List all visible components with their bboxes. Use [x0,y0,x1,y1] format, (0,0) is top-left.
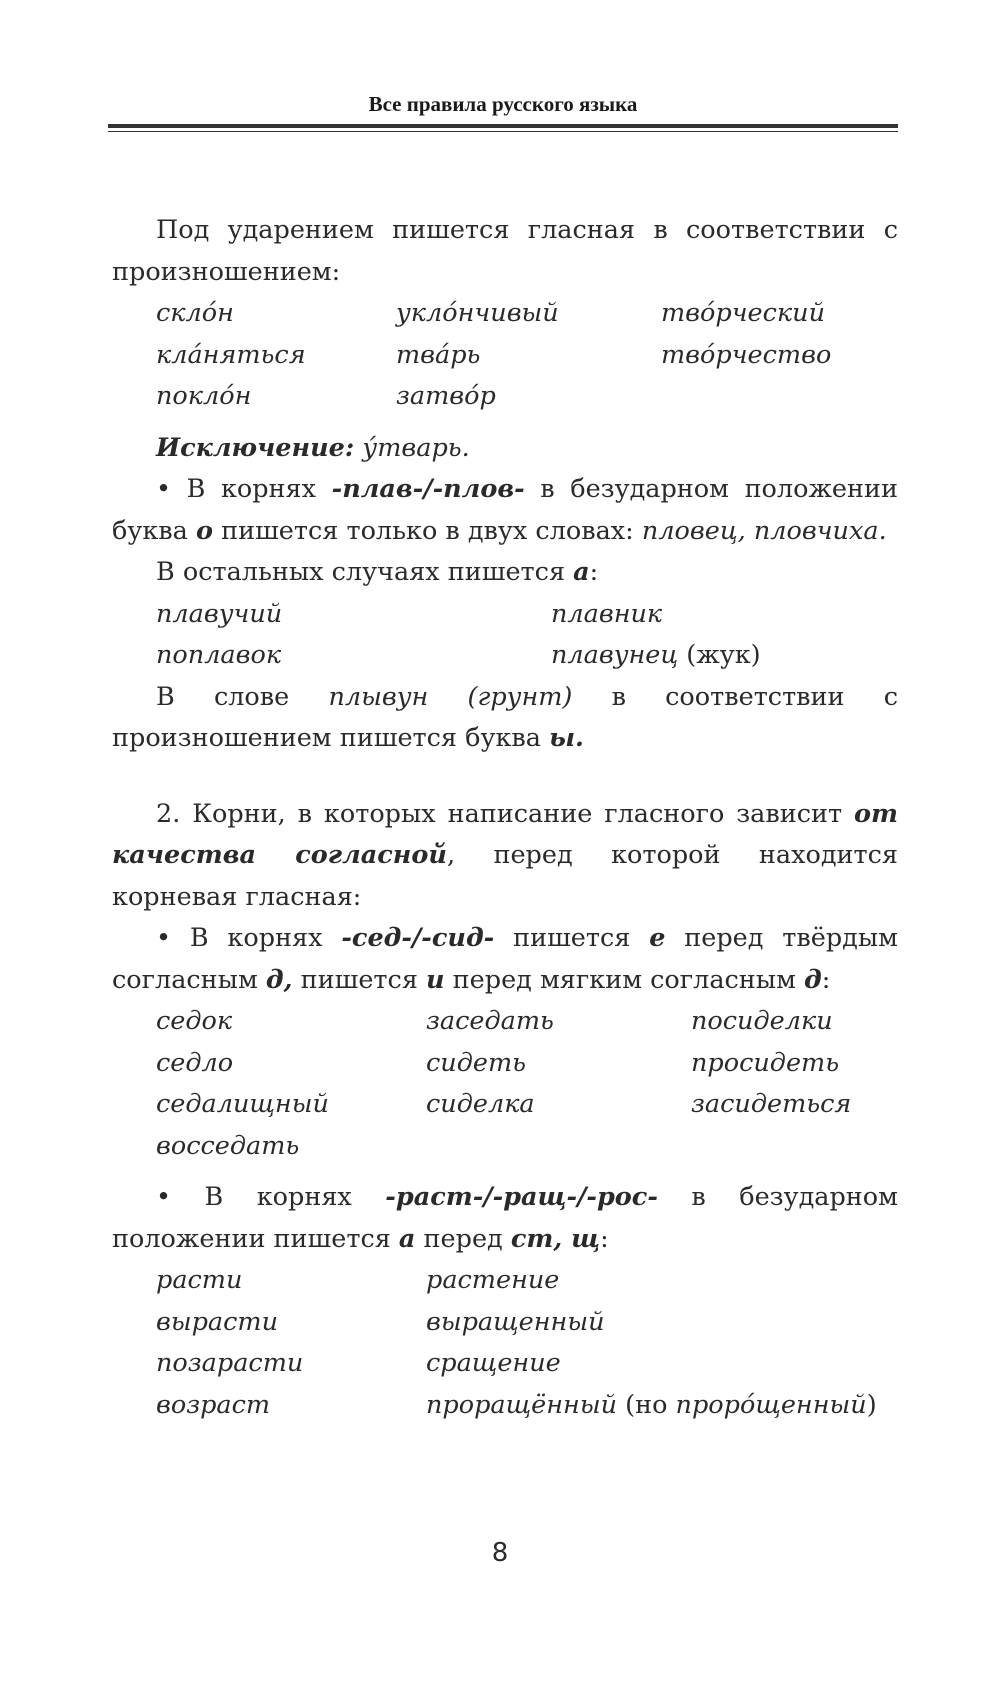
word: выращенный [426,1306,605,1337]
word: вырасти [156,1306,279,1337]
running-header: Все правила русского языка [368,92,638,116]
bullet-icon: • [156,474,172,504]
word: седалищный [156,1089,329,1119]
word: возраст [156,1389,271,1420]
stress-word-grid [156,293,898,418]
word: тво́рчество [661,339,832,370]
rast-row-1 [156,1260,898,1302]
exception-label: Исключение: [156,432,355,463]
root-sed: -сед-/-сид- [341,923,495,953]
plav-other: В остальных случаях пишется а: [156,557,599,587]
word: проращённый (но проро́щенный) [426,1389,877,1420]
section-2-emphasis: от качества согласной [112,798,898,870]
word: поплавок [156,640,282,670]
header-rule-thin [108,131,898,132]
stress-row-3 [156,376,898,418]
consonants-st-shch: ст, щ [510,1223,601,1254]
word: сиделка [426,1089,535,1119]
consonant-d-soft: д [804,964,822,995]
word: восседать [156,1130,300,1161]
sed-row-3 [156,1084,898,1126]
stress-intro: Под ударением пишется гласная в соответствии с произношением: [112,215,898,287]
stress-row-2 [156,335,898,377]
note-word: проро́щенный [675,1389,867,1420]
word: скло́н [156,298,234,328]
header-rule-thick [108,124,898,128]
sed-row-4 [156,1126,898,1168]
bullet-icon: • [156,923,172,953]
sed-example-grid [156,1001,898,1167]
rast-rule: • В корнях -раст-/-ращ-/-рос- в безударном положении пишется а перед ст, щ: [112,1182,898,1254]
consonant-d: д, [265,964,293,995]
word: седло [156,1047,234,1078]
word: кла́няться [156,339,306,370]
sed-row-1 [156,1001,898,1043]
letter-a: а [398,1223,416,1254]
page-number: 8 [491,1538,509,1568]
plav-row-2 [156,635,898,677]
word: тво́рческий [661,298,826,328]
letter-y: ы. [549,723,584,753]
page-content [112,210,898,1426]
word: тва́рь [396,339,481,370]
word: засидеться [691,1089,852,1119]
plav-example-grid [156,594,898,677]
word: просидеть [691,1047,840,1078]
letter-i: и [426,964,445,995]
section-2-heading: 2. Корни, в которых написание гласного зависит от качества согласной, перед которой находится корневая гласная: [112,798,899,912]
word: плавучий [156,598,283,629]
word: затво́р [396,381,496,411]
plyvun-note: В слове плывун (грунт) в соответствии с произношением пишется буква ы. [112,681,899,753]
word: укло́нчивый [396,298,559,328]
word: посиделки [691,1006,833,1036]
note-zhuk: (жук) [678,640,761,670]
plav-row-1 [156,594,898,636]
word: растение [426,1265,560,1295]
letter-a: а [573,557,590,587]
bullet-icon: • [156,1182,172,1212]
exception-line [112,428,898,470]
letter-e: е [649,923,666,953]
plav-words: пловец, пловчиха. [641,515,887,546]
sed-row-2 [156,1043,898,1085]
rast-row-3 [156,1343,898,1385]
letter-o: о [195,515,213,546]
word: расти [156,1265,243,1295]
section-number: 2. [156,798,181,829]
plyvun-paren: (грунт) [428,681,573,712]
word: седок [156,1006,233,1036]
rast-row-2 [156,1302,898,1344]
word: заседать [426,1006,554,1036]
word: сращение [426,1348,561,1378]
rast-example-grid [156,1260,898,1426]
plav-rule: • В корнях -плав-/-плов- в безударном положении буква о пишется только в двух словах: пловец, пловчиха. [112,474,898,546]
rast-row-4 [156,1385,898,1427]
word: покло́н [156,381,252,411]
word: плавунец (жук) [551,640,761,670]
root-rast: -раст-/-ращ-/-рос- [385,1182,658,1212]
sed-rule: • В корнях -сед-/-сид- пишется е перед твёрдым согласным д, пишется и перед мягким согласным д: [112,923,898,995]
exception-word: у́тварь. [362,432,470,463]
plyvun-word: плывун [328,681,429,712]
word: плавник [551,598,663,629]
word: сидеть [426,1047,527,1078]
root-plav: -плав-/-плов- [331,474,525,504]
word: позарасти [156,1348,304,1378]
stress-row-1 [156,293,898,335]
